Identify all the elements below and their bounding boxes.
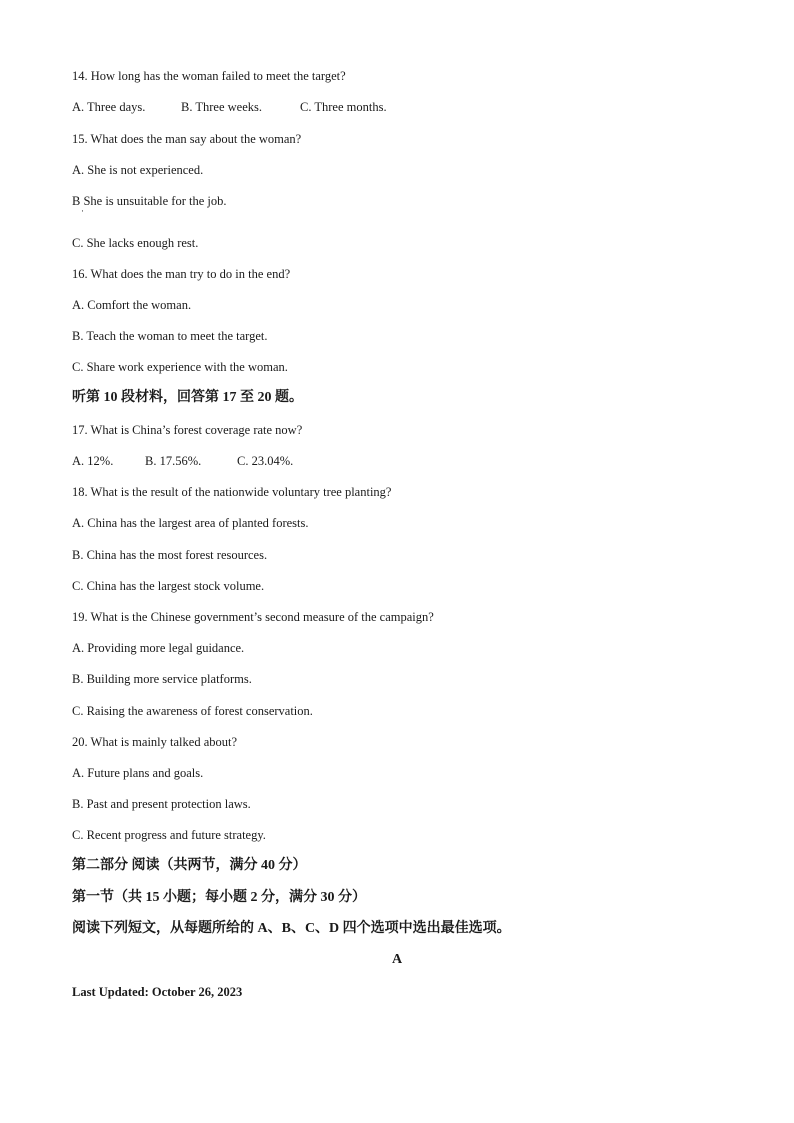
q18-option-b: B. China has the most forest resources.: [72, 548, 268, 562]
q19-option-a: A. Providing more legal guidance.: [72, 641, 245, 655]
q14-option-a: A. Three days.: [72, 100, 146, 114]
q20-option-b: B. Past and present protection laws.: [72, 797, 251, 811]
q16-question: 16. What does the man try to do in the end?: [72, 267, 291, 281]
q15-question: 15. What does the man say about the woman?: [72, 132, 302, 146]
last-updated: Last Updated: October 26, 2023: [72, 985, 243, 999]
q20-question: 20. What is mainly talked about?: [72, 735, 238, 749]
q19-question: 19. What is the Chinese government’s second measure of the campaign?: [72, 610, 434, 624]
q16-option-b: B. Teach the woman to meet the target.: [72, 329, 268, 343]
q17-option-a: A. 12%.: [72, 454, 114, 468]
q19-option-c: C. Raising the awareness of forest conservation.: [72, 704, 313, 718]
q14-option-c: C. Three months.: [300, 100, 387, 114]
q15-option-c: C. She lacks enough rest.: [72, 236, 199, 250]
q18-question: 18. What is the result of the nationwide voluntary tree planting?: [72, 485, 392, 499]
q14-options: [72, 99, 387, 115]
q15-option-b: B She is unsuitable for the job.: [72, 194, 227, 208]
reading-instructions: 阅读下列短文，从每题所给的 A、B、C、D 四个选项中选出最佳选项。: [72, 921, 511, 936]
q19-option-b: B. Building more service platforms.: [72, 672, 252, 686]
q16-option-c: C. Share work experience with the woman.: [72, 360, 288, 374]
part2-heading: 第二部分 阅读（共两节，满分 40 分）: [72, 858, 307, 873]
q17-option-b: B. 17.56%.: [145, 454, 202, 468]
q18-option-c: C. China has the largest stock volume.: [72, 579, 265, 593]
section-10-heading: 听第 10 段材料，回答第 17 至 20 题。: [72, 390, 303, 405]
q16-option-a: A. Comfort the woman.: [72, 298, 192, 312]
q15-option-a: A. She is not experienced.: [72, 163, 204, 177]
stray-dot: ·: [81, 206, 84, 216]
part2-section1-heading: 第一节（共 15 小题；每小题 2 分，满分 30 分）: [72, 890, 366, 905]
q14-question: 14. How long has the woman failed to meet the target?: [72, 69, 346, 83]
q17-question: 17. What is China’s forest coverage rate now?: [72, 423, 303, 437]
q14-option-b: B. Three weeks.: [181, 100, 262, 114]
q20-option-c: C. Recent progress and future strategy.: [72, 828, 266, 842]
q17-options: [72, 453, 293, 469]
passage-letter: A: [391, 952, 403, 967]
q17-option-c: C. 23.04%.: [237, 454, 294, 468]
q20-option-a: A. Future plans and goals.: [72, 766, 204, 780]
q18-option-a: A. China has the largest area of planted forests.: [72, 516, 309, 530]
